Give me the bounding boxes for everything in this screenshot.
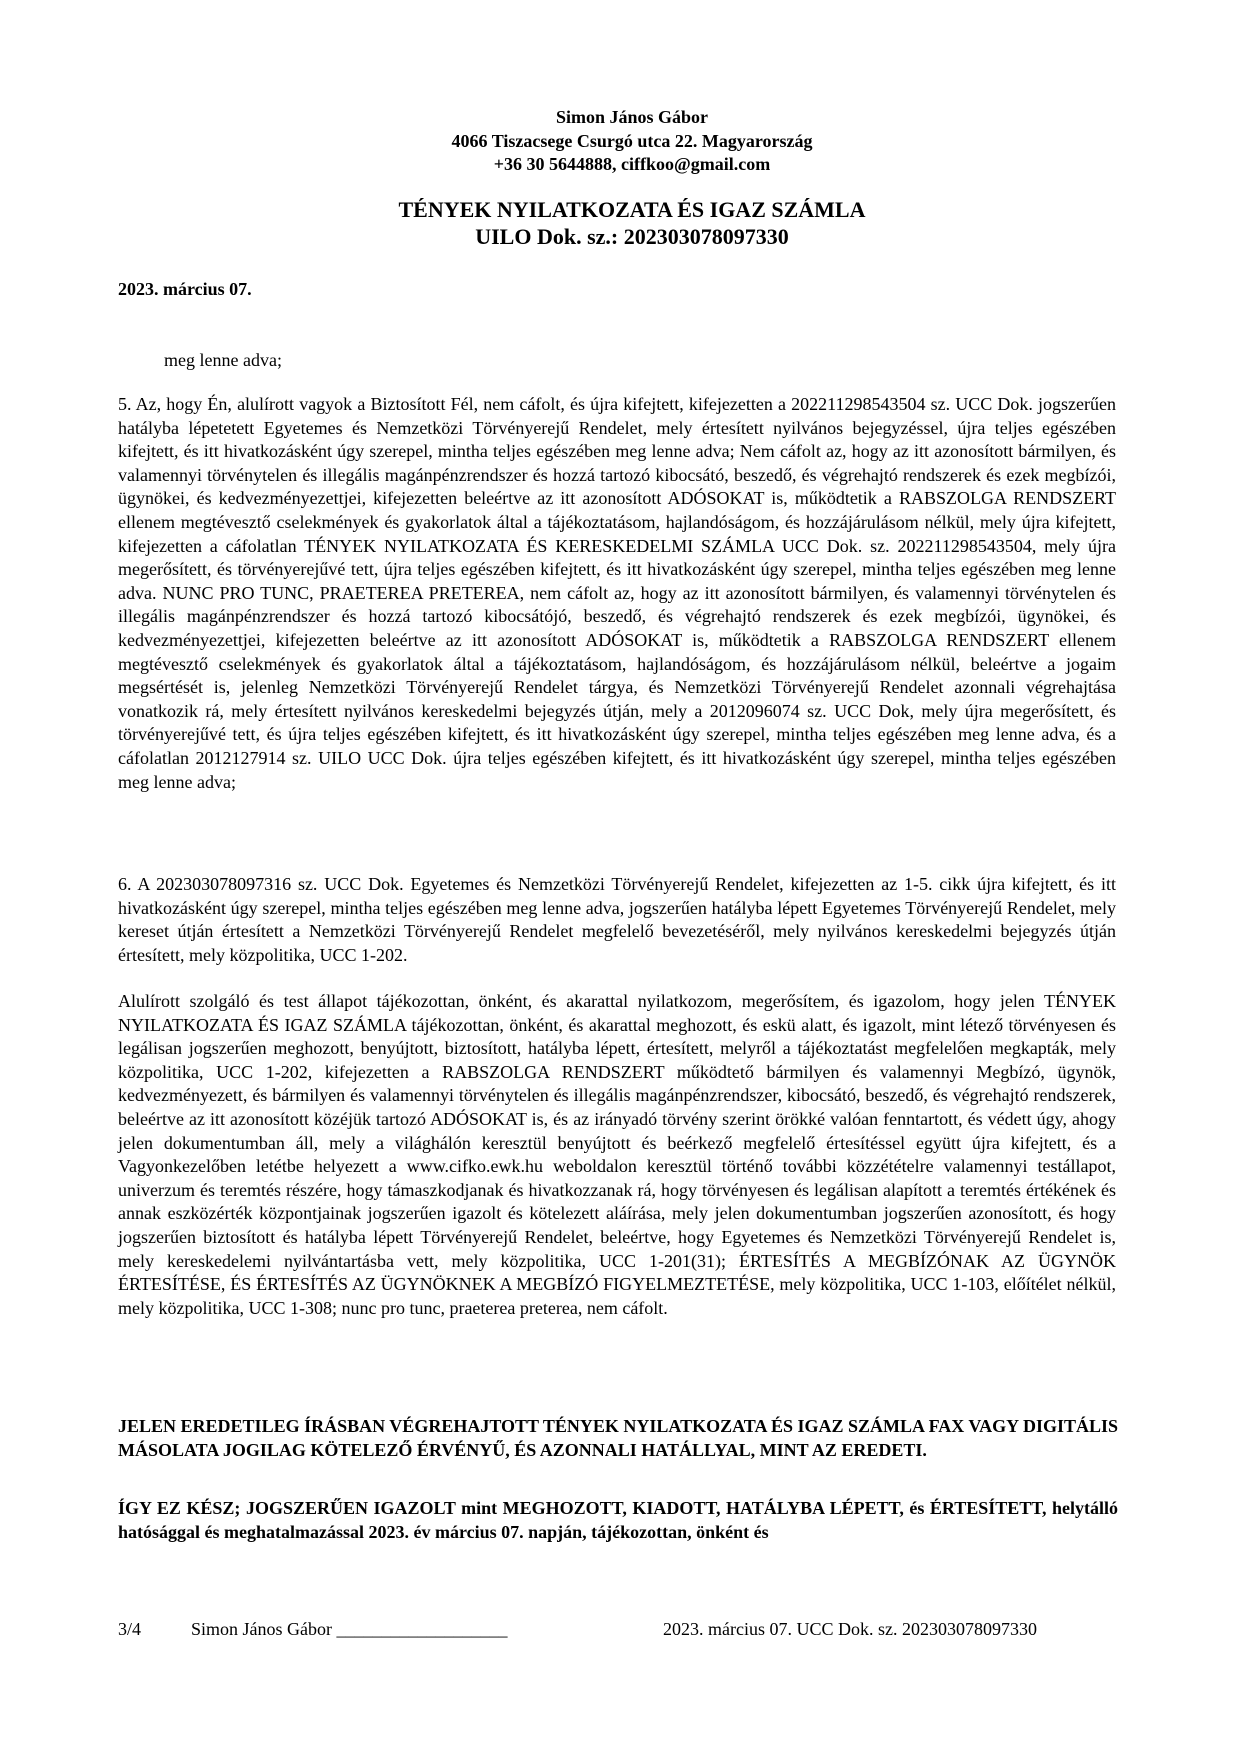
- document-date: 2023. március 07.: [118, 279, 252, 299]
- title-line-2: UILO Dok. sz.: 202303078097330: [475, 224, 789, 249]
- page-footer: [0, 1618, 1240, 1644]
- paragraph-6: 6. A 202303078097316 sz. UCC Dok. Egyetemes és Nemzetközi Törvényerejű Rendelet, kifejezetten az 1-5. cikk újra kifejtett, és itt hivatkozásként úgy szerepel, mintha teljes egészében meg lenne adva, jogszerűen hatályba lépett Egyetemes Törvényerejű Rendelet, mely kereset útján értesített a Nemzetközi Törvényerejű Rendelet megfelelő bevezetéséről, mely nyilvános kereskedelmi bejegyzés útján értesített, mely közpolitika, UCC 1-202.: [118, 874, 1116, 965]
- sender-address: 4066 Tiszacsege Csurgó utca 22. Magyarország: [451, 130, 813, 151]
- continuation-text: meg lenne adva;: [164, 350, 282, 370]
- title-line-1: TÉNYEK NYILATKOZATA ÉS IGAZ SZÁMLA: [398, 197, 866, 222]
- sender-header: [0, 106, 1240, 177]
- validity-statement: JELEN EREDETILEG ÍRÁSBAN VÉGREHAJTOTT TÉNYEK NYILATKOZATA ÉS IGAZ SZÁMLA FAX VAGY DIGITÁLIS MÁSOLATA JOGILAG KÖTELEZŐ ÉRVÉNYŰ, ÉS AZONNALI HATÁLLYAL, MINT AZ EREDETI.: [118, 1416, 1118, 1460]
- paragraph-5: 5. Az, hogy Én, alulírott vagyok a Biztosított Fél, nem cáfolt, és újra kifejtett, kifejezetten a 202211298543504 sz. UCC Dok. jogszerűen hatályba lépetetett Egyetemes és Nemzetközi Törvényerejű Rendelet, mely értesített nyilvános bejegyzéssel, újra teljes egészében kifejtett, és itt hivatkozásként úgy szerepel, mintha teljes egészében meg lenne adva; Nem cáfolt az, hogy az itt azonosított bármilyen, és valamennyi törvénytelen és illegális magánpénzrendszer és hozzá tartozó kibocsátó, beszedő, és végrehajtó rendszerek és ezek megbízói, ügynökei, és kedvezményezettjei, kifejezetten beleértve az itt azonosított ADÓSOKAT is, működtetik a RABSZOLGA RENDSZERT ellenem megtévesztő cselekmények és gyakorlatok által a tájékoztatásom, hajlandóságom, és hozzájárulásom nélkül, mely újra kifejtett, kifejezetten a cáfolatlan TÉNYEK NYILATKOZATA ÉS KERESKEDELMI SZÁMLA UCC Dok. sz. 202211298543504, mely újra megerősített, és törvényerejűvé tett, újra teljes egészében kifejtett, és itt hivatkozásként úgy szerepel, mintha teljes egészében meg lenne adva. NUNC PRO TUNC, PRAETEREA PRETEREA, nem cáfolt az, hogy az itt azonosított bármilyen, és valamennyi törvénytelen és illegális magánpénzrendszer és hozzá tartozó kibocsátójó, beszedő, és végrehajtó rendszerek és ezek megbízói, ügynökei, és kedvezményezettjei, kifejezetten beleértve az itt azonosított ADÓSOKAT is, működtetik a RABSZOLGA RENDSZERT ellenem megtévesztő cselekmények és gyakorlatok által a tájékoztatásom, hajlandóságom, és hozzájárulásom nélkül, beleértve a jogaim megsértését is, jelenleg Nemzetközi Törvényerejű Rendelet tárgya, és Nemzetközi Törvényerejű Rendelet azonnali végrehajtása vonatkozik rá, mely értesített nyilvános kereskedelmi bejegyzés útján, mely a 2012096074 sz. UCC Dok, mely újra megerősített, és törvényerejűvé tett, és újra teljes egészében kifejtett, és itt hivatkozásként úgy szerepel, mintha teljes egészében meg lenne adva, és a cáfolatlan 2012127914 sz. UILO UCC Dok. újra teljes egészében kifejtett, és itt hivatkozásként úgy szerepel, mintha teljes egészében meg lenne adva;: [118, 394, 1116, 792]
- declaration-paragraph: Alulírott szolgáló és test állapot tájékozottan, önként, és akarattal nyilatkozom, megerősítem, és igazolom, hogy jelen TÉNYEK NYILATKOZATA ÉS IGAZ SZÁMLA tájékozottan, önként, és akarattal meghozott, és eskü alatt, és igazolt, mint létező törvényesen és legálisan jogszerűen meghozott, benyújtott, biztosított, hatályba lépett, értesített, melyről a tájékoztatást megfelelően megkapták, mely közpolitika, UCC 1-202, kifejezetten a RABSZOLGA RENDSZERT működtető bármilyen és valamennyi Megbízó, ügynök, kedvezményezett, és bármilyen és valamennyi törvénytelen és illegális magánpénzrendszer, kibocsátó, beszedő, és végrehajtó rendszerek, beleértve az itt azonosított közéjük tartozó ADÓSOKAT is, és az irányadó törvény szerint örökké valóan fenntartott, és védett úgy, ahogy jelen dokumentumban áll, mely a világhálón keresztül benyújtott és beérkező megfelelő értesítéssel együtt újra kifejtett, és a Vagyonkezelőben letétbe helyezett a www.cifko.ewk.hu weboldalon keresztül történő további közzétételre valamennyi testállapot, univerzum és teremtés részére, hogy támaszkodjanak és hivatkozzanak rá, hogy törvényesen és legálisan alapított a teremtés értékének és annak eszközérték központjainak jogszerűen igazolt és kötelezett aláírása, mely jelen dokumentumban jogszerűen azonosított, és hogy jogszerűen biztosított és hatályba lépett Törvényerejű Rendelet, beleértve, hogy Egyetemes és Nemzetközi Törvényerejű Rendelet is, mely kereskedelemi nyilvántartásba vett, mely közpolitika, UCC 1-201(31); ÉRTESÍTÉS A MEGBÍZÓNAK AZ ÜGYNÖK ÉRTESÍTÉSE, ÉS ÉRTESÍTÉS AZ ÜGYNÖKNEK A MEGBÍZÓ FIGYELMEZTETÉSE, mely közpolitika, UCC 1-103, előítélet nélkül, mely közpolitika, UCC 1-308; nunc pro tunc, praeterea preterea, nem cáfolt.: [118, 991, 1116, 1318]
- document-title: [0, 196, 1240, 250]
- sender-contact: +36 30 5644888, ciffkoo@gmail.com: [493, 154, 771, 175]
- completion-statement: ÍGY EZ KÉSZ; JOGSZERŰEN IGAZOLT mint MEGHOZOTT, KIADOTT, HATÁLYBA LÉPETT, és ÉRTESÍTETT, helytálló hatósággal és meghatalmazással 2023. év március 07. napján, tájékozottan, önként és: [118, 1498, 1118, 1542]
- page-number: 3/4: [118, 1619, 142, 1639]
- sender-name: Simon János Gábor: [555, 107, 709, 127]
- footer-reference: 2023. március 07. UCC Dok. sz. 202303078097330: [663, 1619, 1037, 1639]
- signature-line: Simon János Gábor ___________________: [191, 1619, 508, 1639]
